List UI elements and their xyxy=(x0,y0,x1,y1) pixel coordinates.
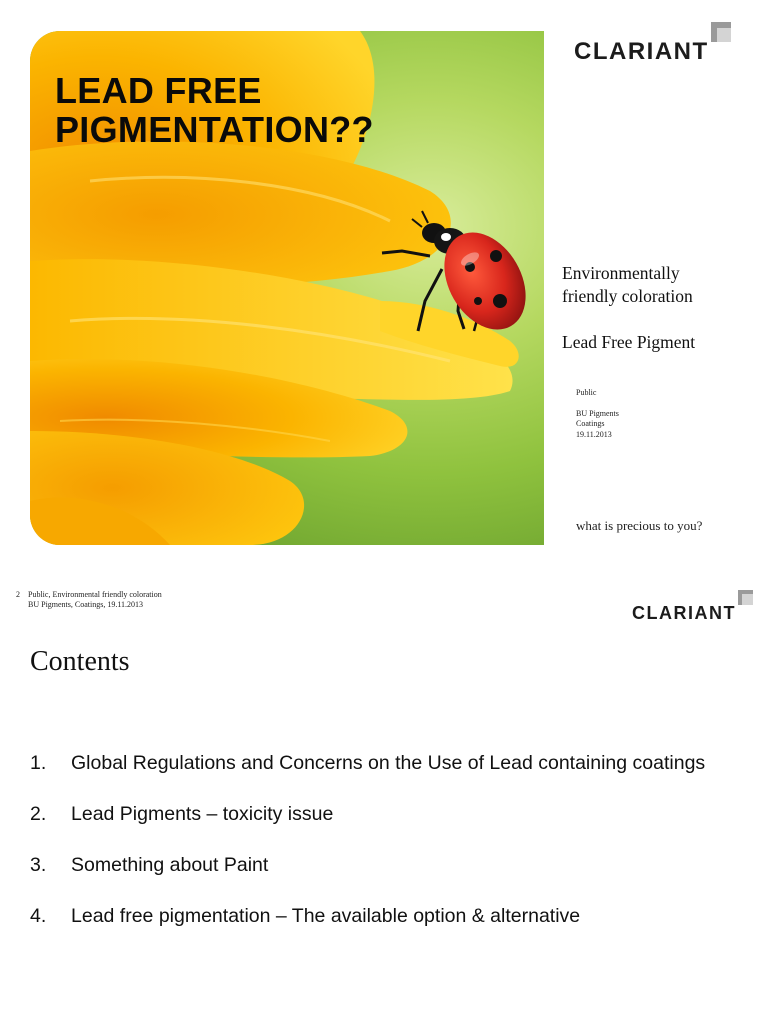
logo-squares-icon xyxy=(738,590,756,608)
title-line-1: LEAD FREE xyxy=(55,70,262,111)
logo-squares-icon xyxy=(711,22,735,46)
tagline: what is precious to you? xyxy=(576,518,703,533)
item-text: Lead Pigments – toxicity issue xyxy=(71,803,334,825)
clariant-logo xyxy=(632,590,756,624)
subtitle xyxy=(562,262,752,308)
logo-wordmark: CLARIANT xyxy=(574,38,709,65)
header-line-1: Public, Environmental friendly coloration xyxy=(28,590,162,599)
clariant-logo xyxy=(574,22,735,66)
header-line-2: BU Pigments, Coatings, 19.11.2013 xyxy=(28,600,144,609)
item-number: 3. xyxy=(30,854,47,876)
item-number: 4. xyxy=(30,905,47,927)
list-item xyxy=(30,897,730,935)
title-line-2: PIGMENTATION?? xyxy=(55,109,374,150)
meta-classification: Public xyxy=(576,388,597,397)
item-text: Global Regulations and Concerns on the Use of Lead containing coatings xyxy=(71,752,706,774)
hero-image xyxy=(30,31,544,545)
item-number: 2. xyxy=(30,803,47,825)
page-number: 2 xyxy=(16,590,20,599)
logo-wordmark: CLARIANT xyxy=(632,603,736,623)
item-text: Something about Paint xyxy=(71,854,269,876)
meta-segment: Coatings xyxy=(576,419,605,428)
slide-title xyxy=(55,71,374,149)
list-item xyxy=(30,846,730,884)
subtitle-line-1: Environmentally xyxy=(562,263,680,283)
slide-meta xyxy=(576,388,619,440)
contents-list xyxy=(30,744,730,948)
list-item xyxy=(30,744,730,782)
slide-header xyxy=(16,590,162,610)
meta-date: 19.11.2013 xyxy=(576,429,612,439)
item-text: Lead free pigmentation – The available option & alternative xyxy=(71,905,581,927)
meta-business-unit: BU Pigments xyxy=(576,408,619,418)
contents-slide xyxy=(0,582,768,1024)
subtitle-secondary: Lead Free Pigment xyxy=(562,332,696,352)
list-item xyxy=(30,795,730,833)
subtitle-line-2: friendly coloration xyxy=(562,286,693,306)
item-number: 1. xyxy=(30,752,47,774)
contents-title: Contents xyxy=(30,646,130,677)
